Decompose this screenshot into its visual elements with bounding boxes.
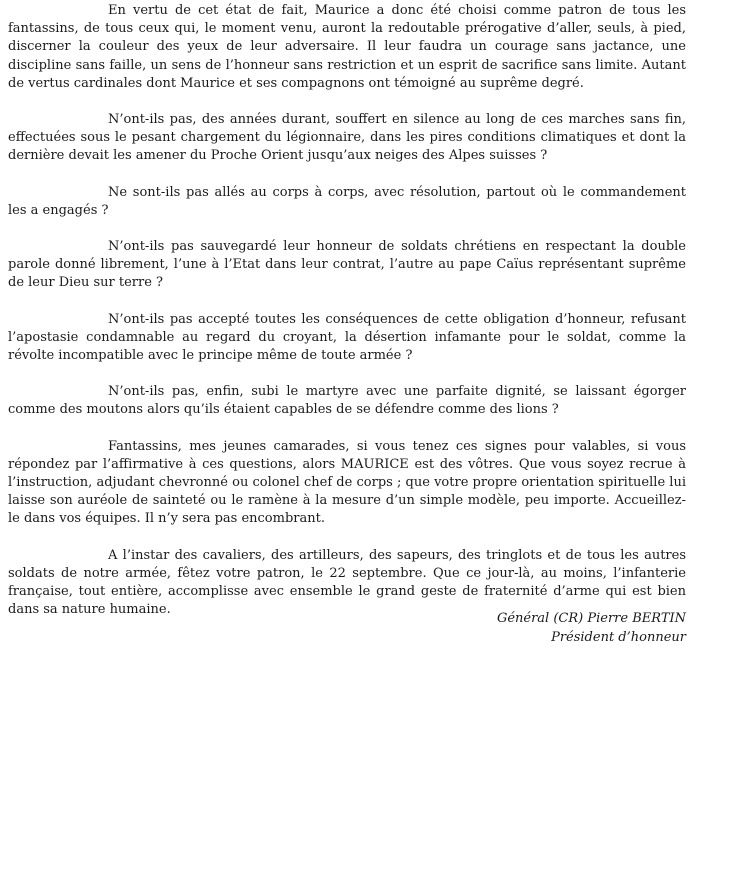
paragraph-fantassins-camarades: Fantassins, mes jeunes camarades, si vous tenez ces signes pour valables, si vous répondez par l’affirmative à ces questions, alors MAURICE est des vôtres. Que vous soyez recrue à l’instruction, adjudant chevronné ou colonel chef de corps ; que votre propre orientation spirituelle lui laisse son auréole de sainteté ou le ramène à la mesure d’un simple modèle, peu importe. Accueillez-le dans vos équipes. Il n’y sera pas encombrant. <box>8 438 686 527</box>
paragraph-fetez-patron: A l’instar des cavaliers, des artilleurs, des sapeurs, des tringlots et de tous les autres soldats de notre armée, fêtez votre patron, le 22 septembre. Que ce jour-là, au moins, l’infanterie française, tout entière, accomplisse avec ensemble le grand geste de fraternité d’arme qui est bien dans sa nature humaine. <box>8 547 686 618</box>
signature-block <box>497 609 686 647</box>
paragraph-maurice-patron: En vertu de cet état de fait, Maurice a donc été choisi comme patron de tous les fantassins, de tous ceux qui, le moment venu, auront la redoutable prérogative d’aller, seuls, à pied, discerner la couleur des yeux de leur adversaire. Il leur faudra un courage sans jactance, une discipline sans faille, un sens de l’honneur sans restriction et un esprit de sacrifice sans limite. Autant de vertus cardinales dont Maurice et ses compagnons ont témoigné au suprême degré. <box>8 3 686 91</box>
signature-title: Président d’honneur <box>551 630 686 645</box>
document-body <box>8 2 686 637</box>
paragraph-marches-sans-fin: N’ont-ils pas, des années durant, souffert en silence au long de ces marches sans fin, effectuées sous le pesant chargement du légionnaire, dans les pires conditions climatiques et dont la dernière devait les amener du Proche Orient jusqu’aux neiges des Alpes suisses ? <box>8 112 686 164</box>
paragraph-corps-a-corps: Ne sont-ils pas allés au corps à corps, avec résolution, partout où le commandement les a engagés ? <box>8 184 686 218</box>
paragraph-obligation-honneur: N’ont-ils pas accepté toutes les conséquences de cette obligation d’honneur, refusant l’apostasie condamnable au regard du croyant, la désertion infamante pour le soldat, comme la révolte incompatible avec le principe même de toute armée ? <box>8 311 686 364</box>
signature-name: Général (CR) Pierre BERTIN <box>496 611 686 626</box>
paragraph-martyre: N’ont-ils pas, enfin, subi le martyre avec une parfaite dignité, se laissant égorger comme des moutons alors qu’ils étaient capables de se défendre comme des lions ? <box>8 384 686 418</box>
paragraph-honneur-soldats: N’ont-ils pas sauvegardé leur honneur de soldats chrétiens en respectant la double parole donné librement, l’une à l’Etat dans leur contrat, l’autre au pape Caïus représentant suprême de leur Dieu sur terre ? <box>8 239 686 291</box>
